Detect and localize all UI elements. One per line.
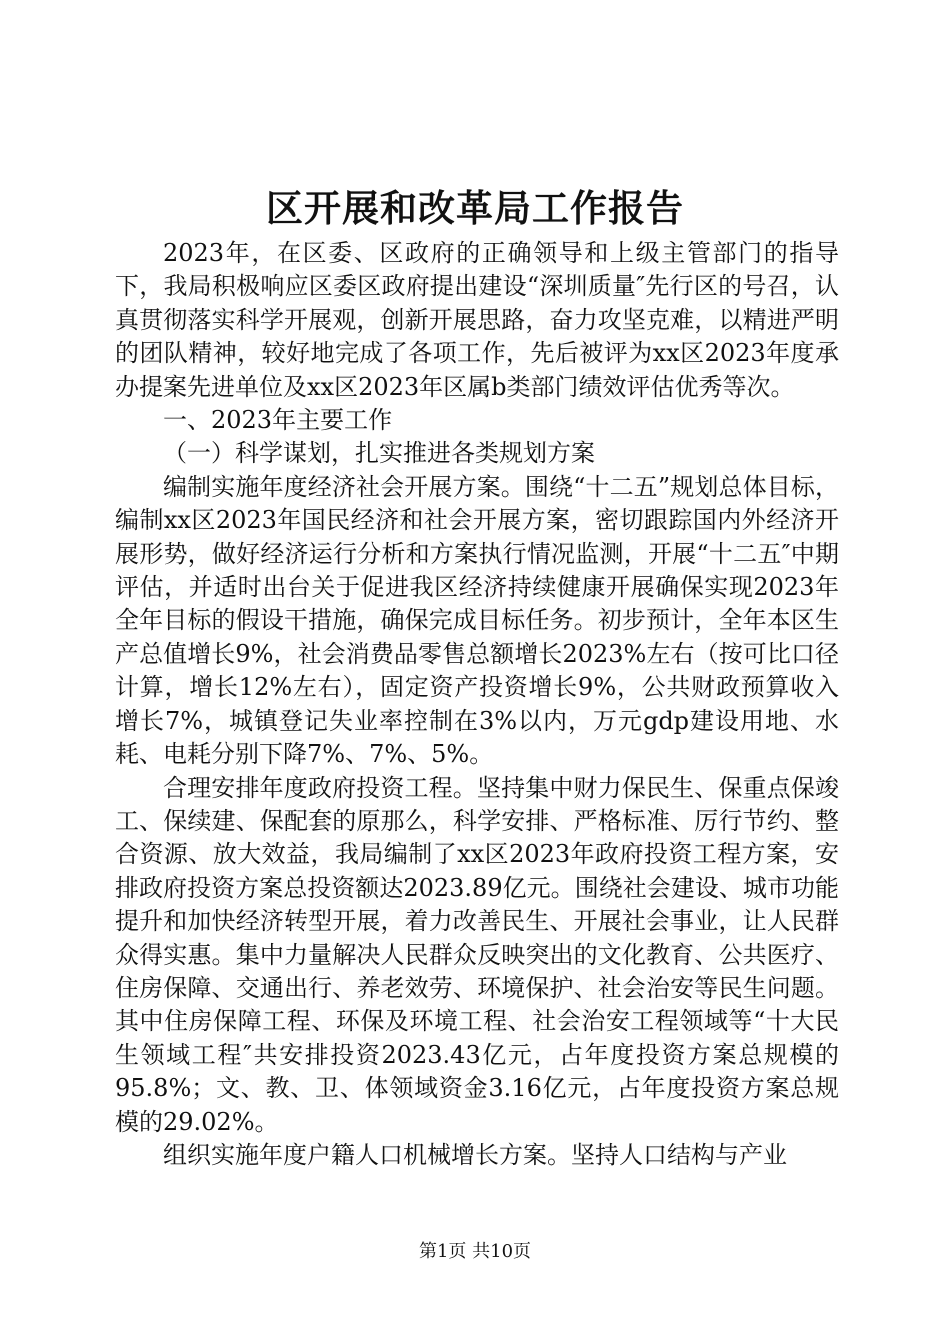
body-paragraph: 合理安排年度政府投资工程。坚持集中财力保民生、保重点保竣工、保续建、保配套的原那么，科学安排、严格标准、厉行节约、整合资源、放大效益，我局编制了xx区2023年政府投资工程方案，安排政府投资方案总投资额达2023.89亿元。围绕社会建设、城市功能提升和加快经济转型开展，着力改善民生、开展社会事业，让人民群众得实惠。集中力量解决人民群众反映突出的文化教育、公共医疗、住房保障、交通出行、养老效劳、环境保护、社会治安等民生问题。其中住房保障工程、环保及环境工程、社会治安工程领域等“十大民生领域工程″共安排投资2023.43亿元，占年度投资方案总规模的95.8%；文、教、卫、体领域资金3.16亿元，占年度投资方案总规模的29.02%。	[115, 773, 839, 1136]
page-footer: 第1页 共10页	[418, 1241, 532, 1262]
subsection-heading: （一）科学谋划，扎实推进各类规划方案	[163, 439, 595, 468]
body-paragraph: 组织实施年度户籍人口机械增长方案。坚持人口结构与产业	[163, 1140, 787, 1169]
intro-paragraph: 2023年，在区委、区政府的正确领导和上级主管部门的指导下，我局积极响应区委区政府提出建设“深圳质量″先行区的号召，认真贯彻落实科学开展观，创新开展思路，奋力攻坚克难，以精进严明的团队精神，较好地完成了各项工作，先后被评为xx区2023年度承办提案先进单位及xx区2023年区属b类部门绩效评估优秀等次。	[115, 239, 839, 401]
section-heading: 一、2023年主要工作	[163, 406, 393, 435]
document-title: 区开展和改革局工作报告	[266, 186, 684, 230]
document-body	[115, 237, 839, 1172]
body-paragraph: 编制实施年度经济社会开展方案。围绕“十二五”规划总体目标，编制xx区2023年国民经济和社会开展方案，密切跟踪国内外经济开展形势，做好经济运行分析和方案执行情况监测，开展“十二五″中期评估，并适时出台关于促进我区经济持续健康开展确保实现2023年全年目标的假设干措施，确保完成目标任务。初步预计，全年本区生产总值增长9%，社会消费品零售总额增长2023%左右（按可比口径计算，增长12%左右），固定资产投资增长9%，公共财政预算收入增长7%，城镇登记失业率控制在3%以内，万元gdp建设用地、水耗、电耗分别下降7%、7%、5%。	[115, 472, 839, 769]
